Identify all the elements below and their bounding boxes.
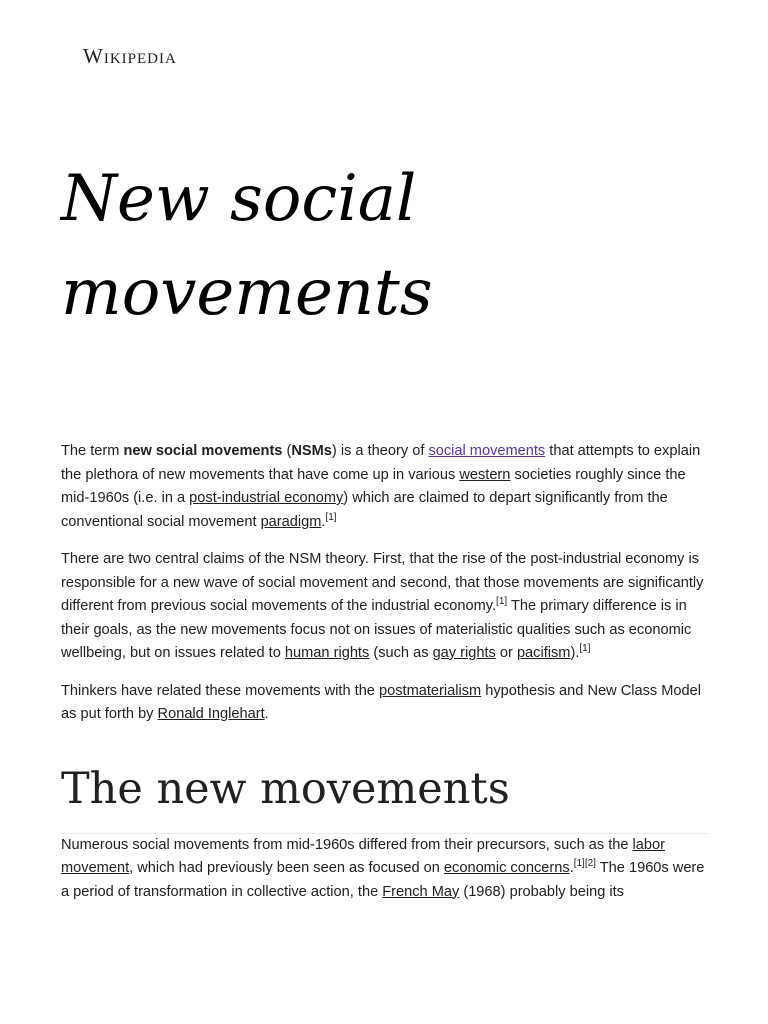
bold-term: new social movements xyxy=(123,443,283,459)
article-content xyxy=(61,440,709,918)
text: Thinkers have related these movements with the xyxy=(61,682,379,699)
citation-1 xyxy=(325,512,336,523)
link-post-industrial-economy[interactable]: post-industrial economy xyxy=(189,490,344,506)
text: or xyxy=(495,645,517,661)
citation-1 xyxy=(574,858,585,869)
text: ) which are claimed to depart significantly from the conventional social movement xyxy=(61,490,668,530)
citation-link[interactable]: [1] xyxy=(496,596,508,608)
page-title: New social movements xyxy=(61,162,433,330)
citation-link[interactable]: [1] xyxy=(325,511,337,523)
text: (such as xyxy=(369,645,433,661)
text: ). xyxy=(570,645,580,661)
text: hypothesis and New Class Model as put forth by xyxy=(61,682,701,722)
link-postmaterialism[interactable]: postmaterialism xyxy=(378,682,482,699)
text: , which had previously been seen as focused on xyxy=(129,860,444,876)
citation-1 xyxy=(579,643,590,654)
citation-link[interactable]: [1] xyxy=(579,643,591,655)
link-human-rights[interactable]: human rights xyxy=(284,645,370,661)
link-ronald-inglehart[interactable]: Ronald Inglehart xyxy=(157,706,265,722)
link-social-movements[interactable]: social movements xyxy=(428,443,546,459)
text: . xyxy=(569,860,574,876)
section-heading-new-movements[interactable]: The new movements xyxy=(61,761,709,834)
link-pacifism[interactable]: pacifism xyxy=(516,645,571,661)
intro-paragraph-2 xyxy=(61,548,709,666)
link-gay-rights[interactable]: gay rights xyxy=(432,645,496,661)
text: There are two central claims of the NSM theory. First, that the rise of the post-industrial economy is responsible for a new wave of social movement and second, that those movements are significantly different from previous social movements of the industrial economy. xyxy=(61,551,704,614)
text: that attempts to explain the plethora of new movements that have come up in various xyxy=(61,443,701,483)
link-french-may[interactable]: French May xyxy=(382,883,460,900)
text: . xyxy=(321,513,326,530)
text: . xyxy=(264,706,269,722)
intro-paragraph-3 xyxy=(61,680,709,727)
text: ( xyxy=(282,443,292,459)
text: The 1960s were a period of transformation in collective action, the xyxy=(61,860,705,900)
link-paradigm[interactable]: paradigm xyxy=(260,513,322,530)
text: ) is a theory of xyxy=(331,443,429,459)
link-labor-movement[interactable]: labor movement xyxy=(61,836,665,876)
citation-link[interactable]: [1] xyxy=(573,858,585,870)
link-western[interactable]: western xyxy=(459,466,511,483)
text: societies roughly since the mid-1960s (i.e. in a xyxy=(61,466,686,506)
section-paragraph-1 xyxy=(61,834,709,905)
wikipedia-logo[interactable]: Wikipedia xyxy=(83,44,177,68)
intro-paragraph-1 xyxy=(61,440,709,534)
text: Numerous social movements from mid-1960s differed from their precursors, such as the xyxy=(61,836,633,853)
text: (1968) probably being its xyxy=(459,883,624,900)
citation-1 xyxy=(496,596,507,607)
text: The primary difference is in their goals, as the new movements focus not on issues of materialistic qualities such as economic wellbeing, but on issues related to xyxy=(61,598,692,661)
text: The term xyxy=(61,443,124,459)
bold-abbreviation: NSMs xyxy=(291,443,332,459)
link-economic-concerns[interactable]: economic concerns xyxy=(443,860,570,876)
citation-link[interactable]: [2] xyxy=(584,858,596,870)
citation-2 xyxy=(585,858,596,869)
